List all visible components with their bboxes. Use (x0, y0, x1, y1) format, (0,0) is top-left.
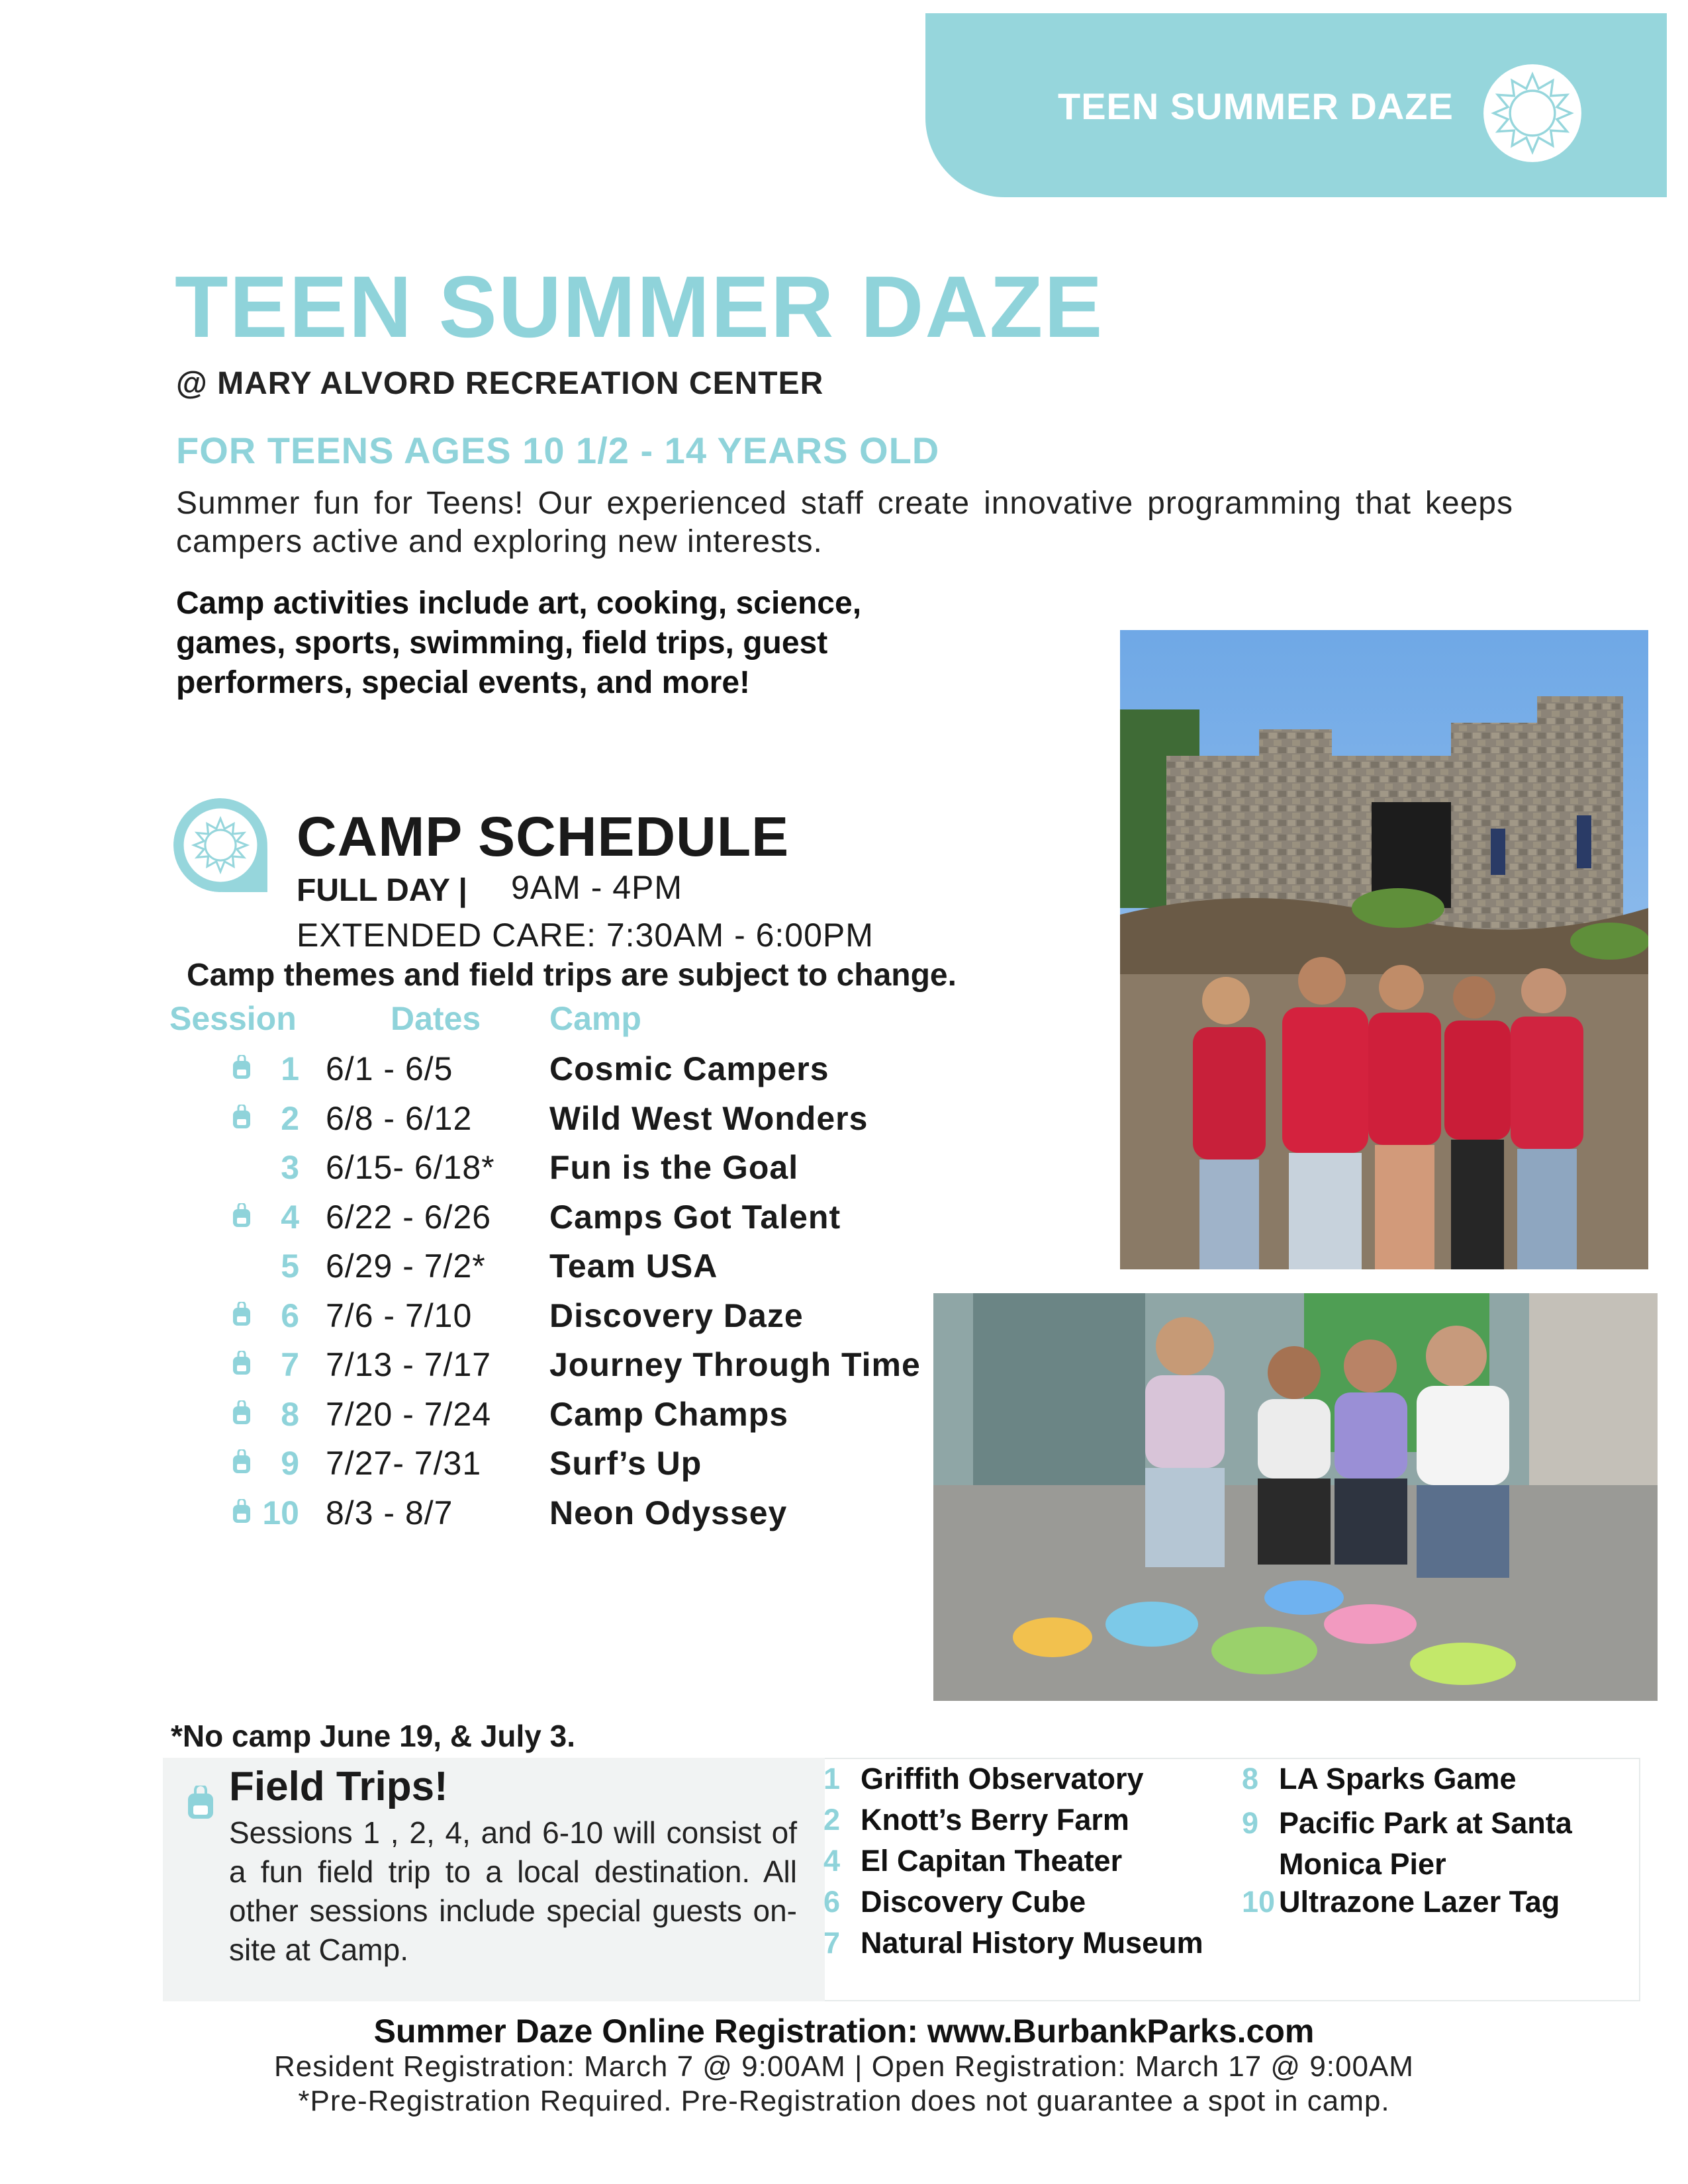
session-number: 3 (281, 1149, 299, 1186)
field-trip-number: 7 (823, 1926, 841, 1960)
session-number: 8 (281, 1395, 299, 1433)
location-subtitle: @ MARY ALVORD RECREATION CENTER (176, 366, 824, 401)
field-trip-name: LA Sparks Game (1279, 1762, 1517, 1796)
field-trip-item (823, 1926, 1203, 1960)
field-trip-item (823, 1885, 1086, 1919)
field-trip-item (823, 1803, 1129, 1837)
field-trip-number: 6 (823, 1885, 841, 1919)
session-row (0, 1494, 940, 1543)
field-trip-name: Natural History Museum (861, 1926, 1203, 1960)
session-camp-name: Team USA (549, 1248, 718, 1285)
session-number: 7 (281, 1346, 299, 1383)
session-row (0, 1050, 940, 1099)
session-dates: 7/27- 7/31 (326, 1445, 482, 1482)
field-trip-name: Ultrazone Lazer Tag (1279, 1885, 1560, 1919)
session-number: 4 (281, 1198, 299, 1236)
backpack-icon (230, 1105, 253, 1130)
full-day-label: FULL DAY | (297, 873, 467, 908)
field-trip-item (1242, 1762, 1516, 1796)
banner-title: TEEN SUMMER DAZE (1058, 85, 1454, 127)
field-trips-description: Sessions 1 , 2, 4, and 6-10 will consist of a fun field trip to a local destination. All other sessions include special guests on-site at Camp. (229, 1815, 797, 1967)
session-camp-name: Fun is the Goal (549, 1149, 799, 1186)
backpack-icon (230, 1449, 253, 1475)
session-number: 5 (281, 1248, 299, 1285)
field-trip-item (823, 1844, 1122, 1878)
sun-icon (1481, 62, 1583, 164)
field-trip-number: 9 (1242, 1806, 1259, 1840)
activities-paragraph: Camp activities include art, cooking, science, games, sports, swimming, field trips, guest performers, special events, and more! (176, 586, 862, 700)
session-camp-name: Cosmic Campers (549, 1050, 829, 1087)
column-header-camp: Camp (549, 1000, 641, 1037)
backpack-icon (230, 1055, 253, 1080)
field-trip-item (823, 1762, 1144, 1796)
session-row (0, 1247, 940, 1297)
session-number: 9 (281, 1445, 299, 1482)
camp-photo-chalk (933, 1293, 1658, 1701)
session-camp-name: Neon Odyssey (549, 1494, 788, 1531)
session-dates: 8/3 - 8/7 (326, 1494, 453, 1531)
registration-title: Summer Daze Online Registration: www.BurbankParks.com (373, 2013, 1315, 2050)
session-dates: 7/20 - 7/24 (326, 1395, 492, 1433)
field-trip-number: 10 (1242, 1885, 1276, 1919)
session-camp-name: Discovery Daze (549, 1297, 804, 1334)
subject-to-change-note: Camp themes and field trips are subject to change. (187, 958, 957, 993)
registration-note: *Pre-Registration Required. Pre-Registration does not guarantee a spot in camp. (298, 2085, 1390, 2117)
session-dates: 6/15- 6/18* (326, 1149, 495, 1186)
registration-dates: Resident Registration: March 7 @ 9:00AM | Open Registration: March 17 @ 9:00AM (274, 2050, 1414, 2083)
session-dates: 6/29 - 7/2* (326, 1248, 486, 1285)
backpack-icon (184, 1786, 217, 1821)
field-trip-name: El Capitan Theater (861, 1844, 1123, 1878)
session-dates: 6/22 - 6/26 (326, 1198, 492, 1236)
session-row (0, 1345, 940, 1395)
field-trip-name: Knott’s Berry Farm (861, 1803, 1129, 1837)
backpack-icon (230, 1499, 253, 1524)
session-dates: 6/1 - 6/5 (326, 1050, 453, 1087)
field-trip-number: 4 (823, 1844, 841, 1878)
session-camp-name: Wild West Wonders (549, 1099, 868, 1137)
backpack-icon (230, 1400, 253, 1426)
session-table (0, 1050, 940, 1543)
extended-care: EXTENDED CARE: 7:30AM - 6:00PM (297, 917, 874, 954)
backpack-icon (230, 1302, 253, 1327)
sun-bubble-icon (169, 794, 271, 896)
session-row (0, 1297, 940, 1346)
session-dates: 7/6 - 7/10 (326, 1297, 473, 1334)
session-row (0, 1099, 940, 1149)
no-camp-note: *No camp June 19, & July 3. (171, 1719, 576, 1753)
backpack-icon (230, 1351, 253, 1376)
session-row (0, 1395, 940, 1445)
page-title: TEEN SUMMER DAZE (175, 258, 1104, 355)
field-trip-name: Pacific Park at Santa Monica Pier (1279, 1806, 1572, 1881)
session-row (0, 1148, 940, 1198)
field-trip-number: 1 (823, 1762, 841, 1796)
session-camp-name: Camps Got Talent (549, 1198, 841, 1236)
field-trip-name: Discovery Cube (861, 1885, 1086, 1919)
intro-paragraph: Summer fun for Teens! Our experienced staff create innovative programming that keeps campers active and exploring new interests. (176, 486, 1513, 559)
session-number: 1 (281, 1050, 299, 1087)
session-number: 10 (262, 1494, 299, 1531)
session-dates: 7/13 - 7/17 (326, 1346, 492, 1383)
session-camp-name: Journey Through Time (549, 1346, 921, 1383)
schedule-heading: CAMP SCHEDULE (297, 805, 790, 868)
field-trips-heading: Field Trips! (229, 1764, 448, 1809)
session-number: 6 (281, 1297, 299, 1334)
session-camp-name: Surf’s Up (549, 1445, 702, 1482)
ages-heading: FOR TEENS AGES 10 1/2 - 14 YEARS OLD (176, 430, 940, 471)
column-header-dates: Dates (391, 1000, 481, 1037)
backpack-icon (230, 1203, 253, 1228)
full-day-time: 9AM - 4PM (511, 869, 683, 906)
camp-photo-castle (1120, 630, 1648, 1269)
field-trip-number: 8 (1242, 1762, 1259, 1796)
session-dates: 6/8 - 6/12 (326, 1099, 473, 1137)
field-trip-item (1242, 1803, 1613, 1885)
session-row (0, 1198, 940, 1248)
field-trip-name: Griffith Observatory (861, 1762, 1144, 1796)
field-trip-number: 2 (823, 1803, 841, 1837)
column-header-session: Session (169, 1000, 297, 1037)
session-number: 2 (281, 1099, 299, 1137)
session-camp-name: Camp Champs (549, 1395, 789, 1433)
session-row (0, 1444, 940, 1494)
field-trip-item (1242, 1885, 1560, 1919)
